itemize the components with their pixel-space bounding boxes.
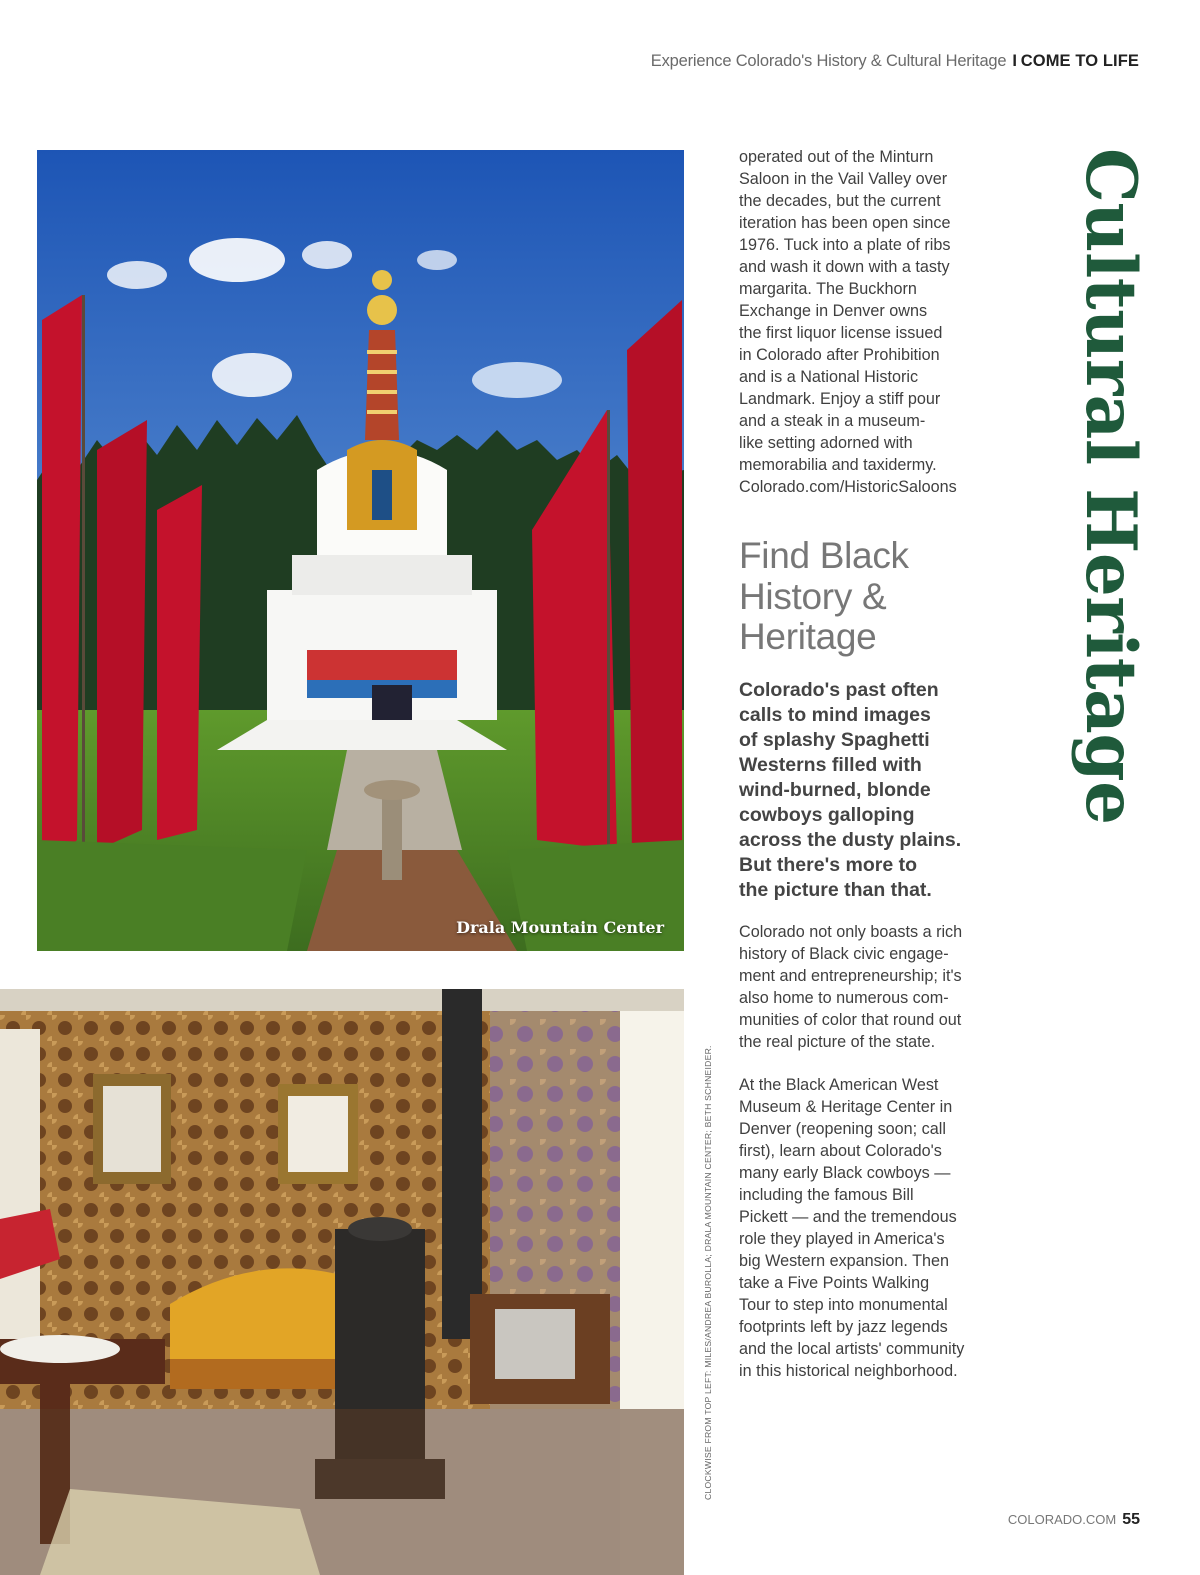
historic-parlor-photo [0,989,684,1575]
intro-paragraph: operated out of the Minturn Saloon in the Vail Valley over the decades, but the current iteration has been open since 1976. Tuck into a plate of ribs and wash it down with a tasty margarita. The Buckhorn Exchange in Denver owns the first liquor license issued in Colorado after Prohibition and is a National Historic Landmark. Enjoy a stiff pour and a steak in a museum- like setting adorned with memorabilia and taxidermy. Colorado.com/HistoricSaloons [739,148,957,496]
body-paragraph-2: At the Black American West Museum & Heritage Center in Denver (reopening soon; call first), learn about Colorado's many early Black cowboys — including the famous Bill Pickett — and the tremendous role they played in America's big Western expansion. Then take a Five Points Walking Tour to step into monumental footprints left by jazz legends and the local artists' community in this historical neighborhood. [739,1076,965,1380]
running-header [651,52,1139,71]
header-separator: I [1012,52,1017,70]
body-paragraph-1: Colorado not only boasts a rich history of Black civic engage- ment and entrepreneurship; it's also home to numerous com- munities of color that round out the real picture of the state. [739,923,963,1051]
page-folio [1008,1511,1140,1529]
side-title: Cultural Heritage [1070,148,1151,825]
deck-paragraph: Colorado's past often calls to mind images of splashy Spaghetti Westerns filled with wind-burned, blonde cowboys galloping across the dusty plains. But there's more to the picture than that. [739,679,962,901]
section-heading: Find Black History & Heritage [739,535,909,657]
page-number: 55 [1122,1511,1140,1528]
section-name: COME TO LIFE [1020,52,1139,70]
photo-caption: Drala Mountain Center [456,918,664,937]
footer-site: COLORADO.COM [1007,1512,1117,1527]
drala-mountain-center-photo [37,150,684,951]
parlor-illustration [0,989,684,1575]
stupa-illustration [37,150,684,951]
running-title: Experience Colorado's History & Cultural Heritage [650,52,1007,70]
photo-credit: CLOCKWISE FROM TOP LEFT: MILES/ANDREA BUROLLA; DRALA MOUNTAIN CENTER; BETH SCHNEIDER. [703,1045,713,1500]
